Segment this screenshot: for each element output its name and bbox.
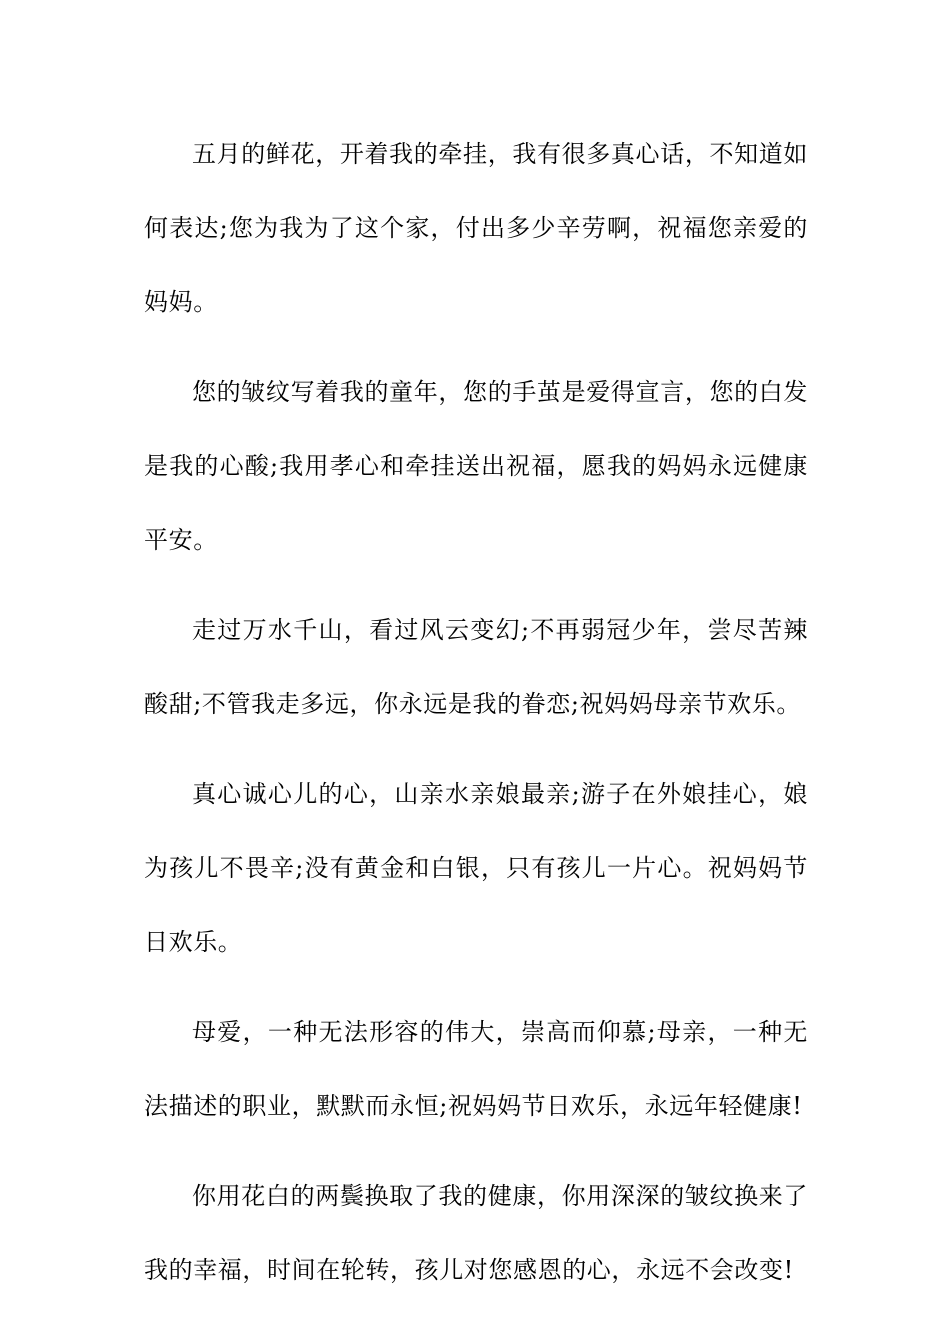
paragraph-6: 你用花白的两鬓换取了我的健康，你用深深的皱纹换来了我的幸福，时间在轮转，孩儿对您感恩的心，永远不会改变! bbox=[144, 1182, 808, 1284]
paragraph-5: 母爱，一种无法形容的伟大，崇高而仰慕;母亲，一种无法描述的职业，默默而永恒;祝妈妈节日欢乐，永远年轻健康! bbox=[144, 1018, 808, 1120]
document-body bbox=[144, 117, 808, 1323]
paragraph-3: 走过万水千山，看过风云变幻;不再弱冠少年，尝尽苦辣酸甜;不管我走多远，你永远是我的眷恋;祝妈妈母亲节欢乐。 bbox=[144, 616, 808, 718]
paragraph-2: 您的皱纹写着我的童年，您的手茧是爱得宣言，您的白发是我的心酸;我用孝心和牵挂送出祝福，愿我的妈妈永远健康平安。 bbox=[144, 378, 808, 554]
paragraph-4: 真心诚心儿的心，山亲水亲娘最亲;游子在外娘挂心，娘为孩儿不畏辛;没有黄金和白银，只有孩儿一片心。祝妈妈节日欢乐。 bbox=[144, 780, 808, 956]
paragraph-1: 五月的鲜花，开着我的牵挂，我有很多真心话，不知道如何表达;您为我为了这个家，付出多少辛劳啊，祝福您亲爱的妈妈。 bbox=[144, 140, 808, 316]
